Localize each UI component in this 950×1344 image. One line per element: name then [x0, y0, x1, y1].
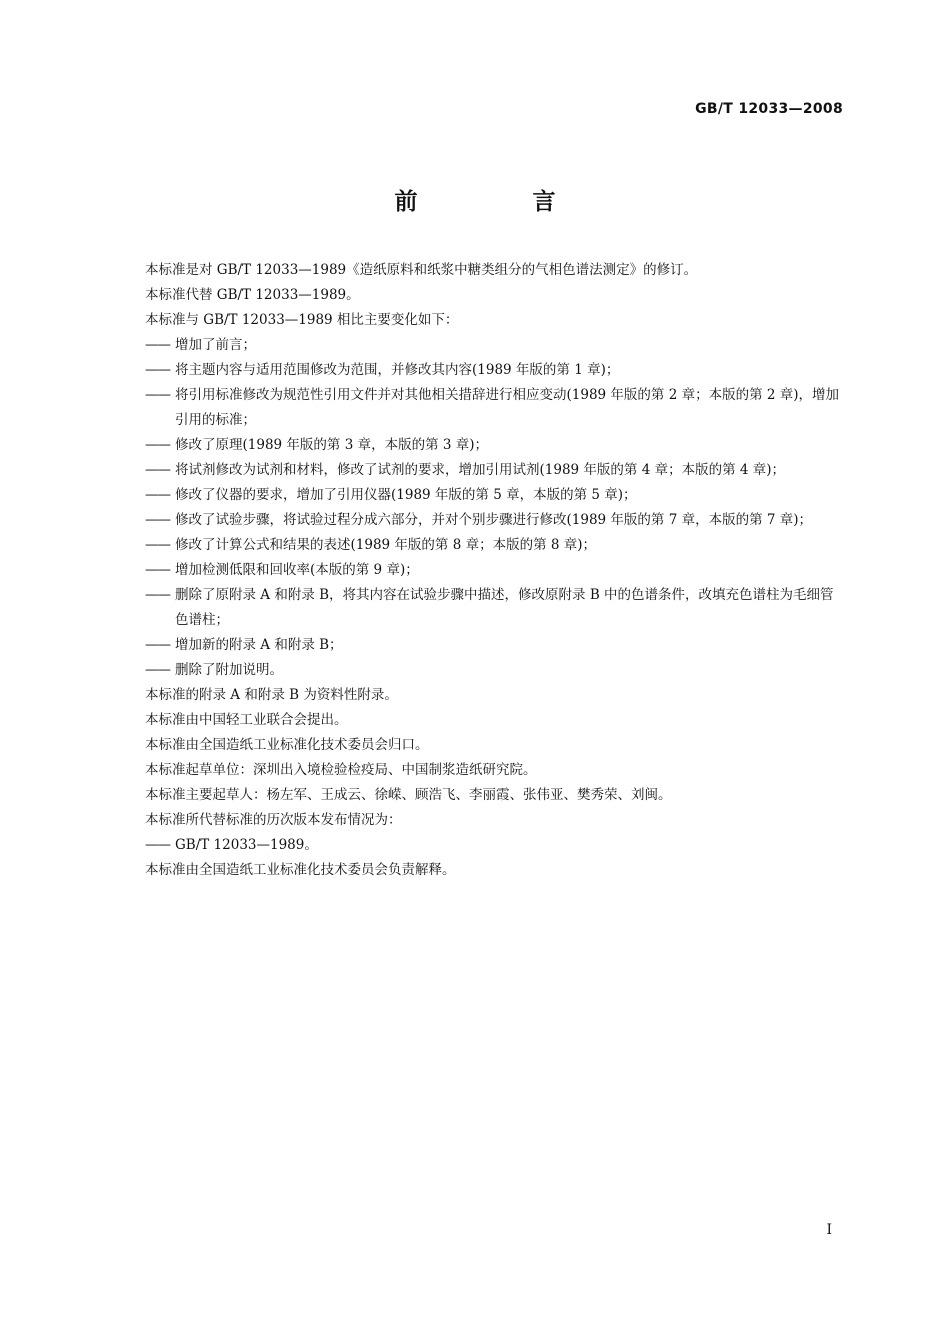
history-item	[145, 833, 845, 858]
change-item	[145, 508, 845, 533]
page-title: 前 言	[394, 189, 602, 215]
change-text: 修改了试验步骤，将试验过程分成六部分，并对个别步骤进行修改(1989 年版的第 7 章，本版的第 7 章)；	[175, 512, 813, 528]
dash-marker: ——	[145, 437, 170, 453]
change-text: 修改了仪器的要求，增加了引用仪器(1989 年版的第 5 章，本版的第 5 章)；	[175, 487, 637, 503]
info-paragraph: 本标准起草单位：深圳出入境检验检疫局、中国制浆造纸研究院。	[145, 762, 537, 778]
change-text: 增加新的附录 A 和附录 B；	[175, 637, 343, 653]
intro-paragraph: 本标准是对 GB/T 12033—1989《造纸原料和纸浆中糖类组分的气相色谱法测定》的修订。	[145, 262, 698, 278]
change-text: 增加了前言；	[175, 337, 256, 353]
dash-marker: ——	[145, 462, 170, 478]
dash-marker: ——	[145, 587, 170, 603]
intro-paragraph: 本标准与 GB/T 12033—1989 相比主要变化如下：	[145, 312, 459, 328]
change-item	[145, 633, 845, 658]
dash-marker: ——	[145, 487, 170, 503]
info-paragraph: 本标准由全国造纸工业标准化技术委员会归口。	[145, 737, 429, 753]
change-text: 修改了计算公式和结果的表述(1989 年版的第 8 章；本版的第 8 章)；	[175, 537, 597, 553]
history-text: GB/T 12033—1989。	[175, 837, 318, 853]
page-number: I	[826, 1222, 832, 1238]
change-text: 将主题内容与适用范围修改为范围，并修改其内容(1989 年版的第 1 章)；	[175, 362, 620, 378]
change-item	[145, 558, 845, 583]
change-item	[145, 433, 845, 458]
change-item	[145, 533, 845, 558]
change-item	[145, 458, 845, 483]
dash-marker: ——	[145, 512, 170, 528]
foreword-body	[145, 258, 845, 883]
change-text: 将试剂修改为试剂和材料，修改了试剂的要求，增加引用试剂(1989 年版的第 4 章；本版的第 4 章)；	[175, 462, 786, 478]
dash-marker: ——	[145, 637, 170, 653]
dash-marker: ——	[145, 562, 170, 578]
dash-marker: ——	[145, 362, 170, 378]
change-item	[145, 383, 845, 433]
change-item	[145, 483, 845, 508]
info-paragraph: 本标准由中国轻工业联合会提出。	[145, 712, 348, 728]
dash-marker: ——	[145, 537, 170, 553]
change-text: 删除了附加说明。	[175, 662, 283, 678]
change-text: 将引用标准修改为规范性引用文件并对其他相关措辞进行相应变动(1989 年版的第 2 章；本版的第 2 章)，增加引用的标准；	[175, 387, 840, 428]
change-item	[145, 333, 845, 358]
dash-marker: ——	[145, 387, 170, 403]
dash-marker: ——	[145, 337, 170, 353]
change-text: 删除了原附录 A 和附录 B，将其内容在试验步骤中描述，修改原附录 B 中的色谱条件，改填充色谱柱为毛细管色谱柱；	[175, 587, 834, 628]
intro-paragraph: 本标准代替 GB/T 12033—1989。	[145, 287, 360, 303]
standard-code: GB/T 12033—2008	[695, 101, 843, 117]
change-text: 修改了原理(1989 年版的第 3 章，本版的第 3 章)；	[175, 437, 489, 453]
closing-paragraph: 本标准由全国造纸工业标准化技术委员会负责解释。	[145, 862, 456, 878]
change-item	[145, 583, 845, 633]
changes-list	[145, 333, 845, 683]
change-text: 增加检测低限和回收率(本版的第 9 章)；	[175, 562, 419, 578]
change-item	[145, 658, 845, 683]
change-item	[145, 358, 845, 383]
dash-marker: ——	[145, 837, 170, 853]
info-paragraph: 本标准主要起草人：杨左军、王成云、徐嵘、顾浩飞、李丽霞、张伟亚、樊秀荣、刘闽。	[145, 787, 672, 803]
info-paragraph: 本标准的附录 A 和附录 B 为资料性附录。	[145, 687, 398, 703]
dash-marker: ——	[145, 662, 170, 678]
info-paragraph: 本标准所代替标准的历次版本发布情况为：	[145, 812, 402, 828]
